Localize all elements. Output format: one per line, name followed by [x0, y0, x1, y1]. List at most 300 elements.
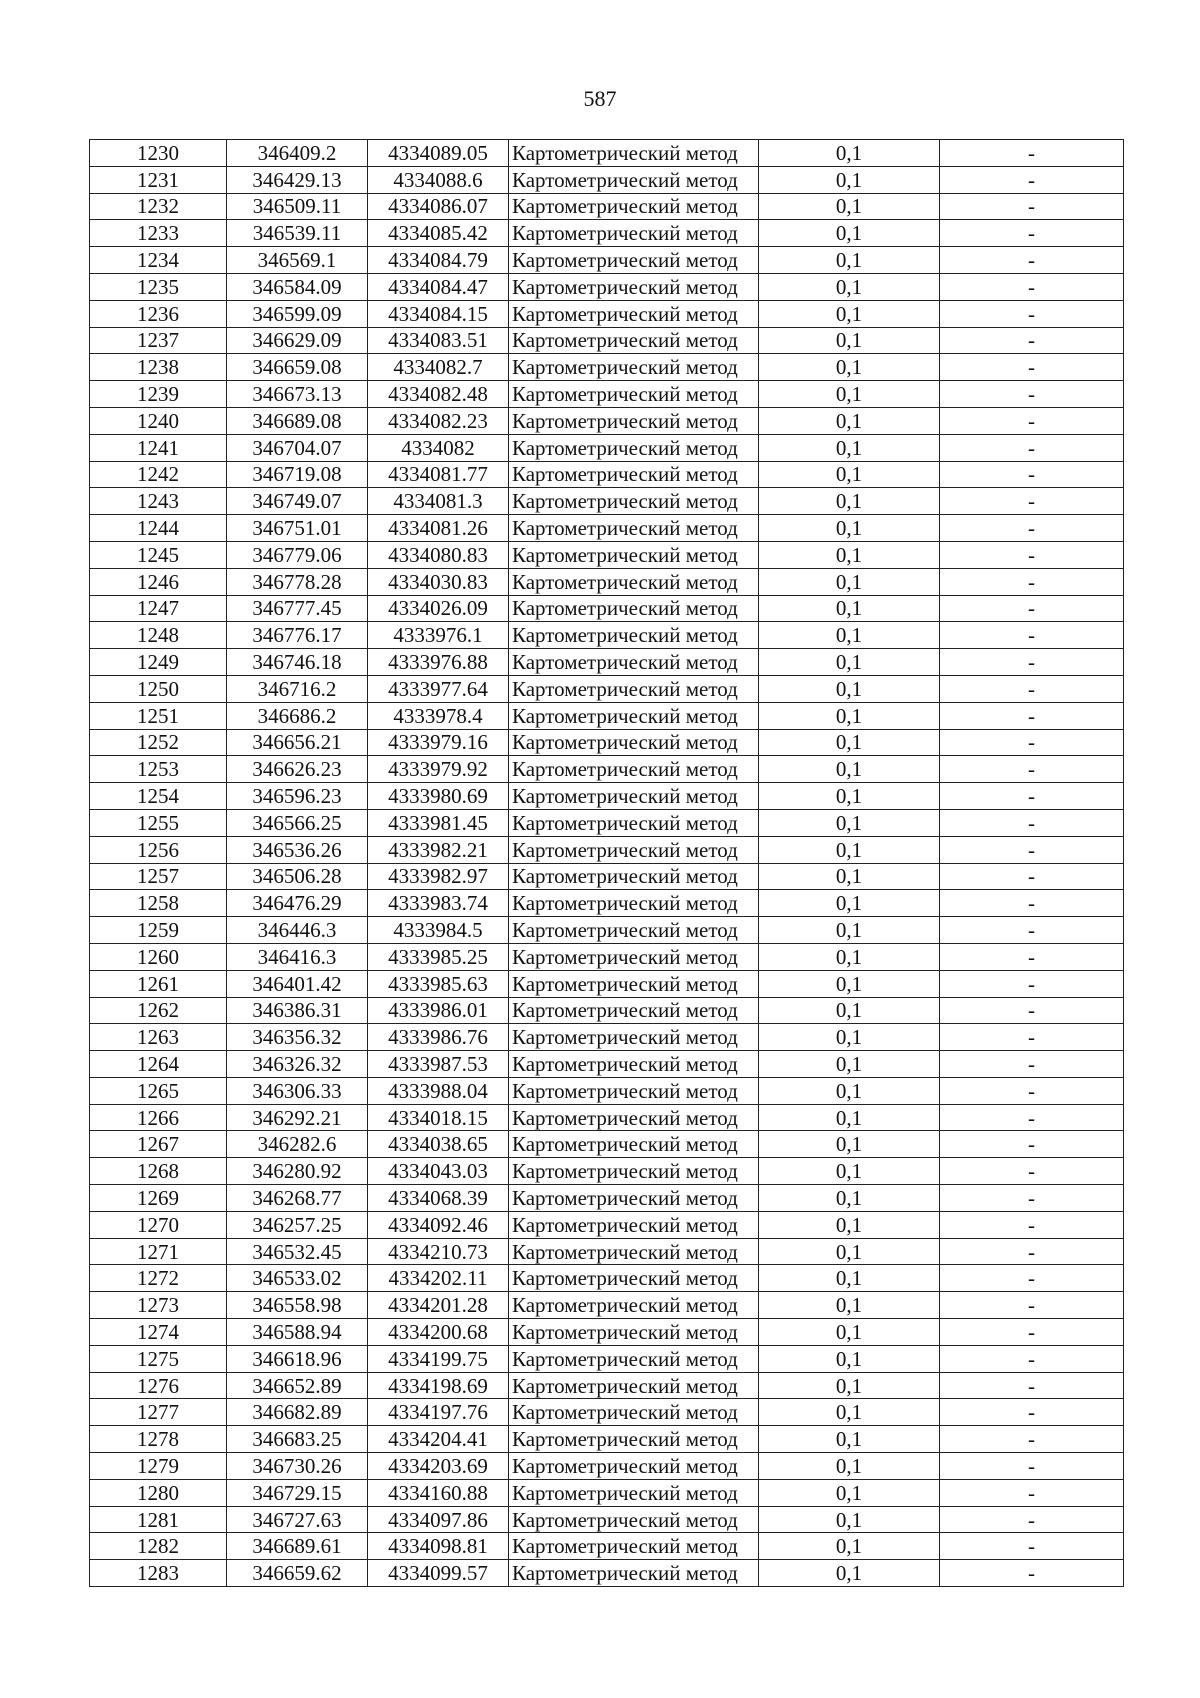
- table-row: [90, 1131, 1124, 1158]
- x-coordinate-cell: 346686.2: [227, 702, 368, 729]
- accuracy-cell: 0,1: [759, 354, 940, 381]
- y-coordinate-cell: 4334068.39: [368, 1185, 509, 1212]
- table-row: [90, 1533, 1124, 1560]
- note-cell: -: [940, 461, 1124, 488]
- x-coordinate-cell: 346356.32: [227, 1024, 368, 1051]
- method-cell: Картометрический метод: [509, 568, 759, 595]
- point-number-cell: 1262: [90, 997, 227, 1024]
- note-cell: -: [940, 943, 1124, 970]
- point-number-cell: 1253: [90, 756, 227, 783]
- method-cell: Картометрический метод: [509, 434, 759, 461]
- y-coordinate-cell: 4334084.15: [368, 300, 509, 327]
- point-number-cell: 1259: [90, 917, 227, 944]
- accuracy-cell: 0,1: [759, 273, 940, 300]
- accuracy-cell: 0,1: [759, 220, 940, 247]
- y-coordinate-cell: 4333981.45: [368, 809, 509, 836]
- table-row: [90, 381, 1124, 408]
- method-cell: Картометрический метод: [509, 863, 759, 890]
- y-coordinate-cell: 4334088.6: [368, 166, 509, 193]
- point-number-cell: 1247: [90, 595, 227, 622]
- note-cell: -: [940, 1560, 1124, 1587]
- method-cell: Картометрический метод: [509, 140, 759, 167]
- x-coordinate-cell: 346533.02: [227, 1265, 368, 1292]
- y-coordinate-cell: 4334080.83: [368, 541, 509, 568]
- point-number-cell: 1249: [90, 649, 227, 676]
- accuracy-cell: 0,1: [759, 1372, 940, 1399]
- table-row: [90, 1453, 1124, 1480]
- table-row: [90, 890, 1124, 917]
- point-number-cell: 1278: [90, 1426, 227, 1453]
- point-number-cell: 1276: [90, 1372, 227, 1399]
- method-cell: Картометрический метод: [509, 756, 759, 783]
- point-number-cell: 1251: [90, 702, 227, 729]
- x-coordinate-cell: 346652.89: [227, 1372, 368, 1399]
- y-coordinate-cell: 4333979.92: [368, 756, 509, 783]
- note-cell: -: [940, 702, 1124, 729]
- x-coordinate-cell: 346446.3: [227, 917, 368, 944]
- table-row: [90, 1292, 1124, 1319]
- table-row: [90, 247, 1124, 274]
- y-coordinate-cell: 4334082.23: [368, 407, 509, 434]
- table-row: [90, 515, 1124, 542]
- x-coordinate-cell: 346682.89: [227, 1399, 368, 1426]
- point-number-cell: 1258: [90, 890, 227, 917]
- table-row: [90, 595, 1124, 622]
- point-number-cell: 1264: [90, 1051, 227, 1078]
- note-cell: -: [940, 863, 1124, 890]
- accuracy-cell: 0,1: [759, 166, 940, 193]
- note-cell: -: [940, 649, 1124, 676]
- note-cell: -: [940, 729, 1124, 756]
- y-coordinate-cell: 4334089.05: [368, 140, 509, 167]
- accuracy-cell: 0,1: [759, 997, 940, 1024]
- x-coordinate-cell: 346776.17: [227, 622, 368, 649]
- method-cell: Картометрический метод: [509, 1104, 759, 1131]
- x-coordinate-cell: 346532.45: [227, 1238, 368, 1265]
- note-cell: -: [940, 488, 1124, 515]
- x-coordinate-cell: 346749.07: [227, 488, 368, 515]
- table-row: [90, 568, 1124, 595]
- note-cell: -: [940, 327, 1124, 354]
- note-cell: -: [940, 541, 1124, 568]
- y-coordinate-cell: 4334097.86: [368, 1506, 509, 1533]
- x-coordinate-cell: 346401.42: [227, 970, 368, 997]
- point-number-cell: 1263: [90, 1024, 227, 1051]
- note-cell: -: [940, 1185, 1124, 1212]
- page-number: 587: [583, 86, 617, 111]
- method-cell: Картометрический метод: [509, 273, 759, 300]
- note-cell: -: [940, 166, 1124, 193]
- y-coordinate-cell: 4333985.25: [368, 943, 509, 970]
- point-number-cell: 1280: [90, 1479, 227, 1506]
- point-number-cell: 1268: [90, 1158, 227, 1185]
- method-cell: Картометрический метод: [509, 1131, 759, 1158]
- x-coordinate-cell: 346306.33: [227, 1077, 368, 1104]
- accuracy-cell: 0,1: [759, 1426, 940, 1453]
- note-cell: -: [940, 1024, 1124, 1051]
- table-row: [90, 1506, 1124, 1533]
- accuracy-cell: 0,1: [759, 1131, 940, 1158]
- point-number-cell: 1235: [90, 273, 227, 300]
- method-cell: Картометрический метод: [509, 809, 759, 836]
- point-number-cell: 1248: [90, 622, 227, 649]
- x-coordinate-cell: 346558.98: [227, 1292, 368, 1319]
- method-cell: Картометрический метод: [509, 166, 759, 193]
- method-cell: Картометрический метод: [509, 1077, 759, 1104]
- note-cell: -: [940, 1238, 1124, 1265]
- y-coordinate-cell: 4334082.48: [368, 381, 509, 408]
- method-cell: Картометрический метод: [509, 1399, 759, 1426]
- method-cell: Картометрический метод: [509, 649, 759, 676]
- coordinates-table: [89, 139, 1124, 1587]
- method-cell: Картометрический метод: [509, 220, 759, 247]
- table-row: [90, 783, 1124, 810]
- note-cell: -: [940, 354, 1124, 381]
- y-coordinate-cell: 4334160.88: [368, 1479, 509, 1506]
- method-cell: Картометрический метод: [509, 327, 759, 354]
- note-cell: -: [940, 1372, 1124, 1399]
- method-cell: Картометрический метод: [509, 1479, 759, 1506]
- accuracy-cell: 0,1: [759, 595, 940, 622]
- y-coordinate-cell: 4334085.42: [368, 220, 509, 247]
- point-number-cell: 1261: [90, 970, 227, 997]
- accuracy-cell: 0,1: [759, 247, 940, 274]
- y-coordinate-cell: 4334199.75: [368, 1345, 509, 1372]
- table-row: [90, 1211, 1124, 1238]
- point-number-cell: 1239: [90, 381, 227, 408]
- x-coordinate-cell: 346599.09: [227, 300, 368, 327]
- method-cell: Картометрический метод: [509, 193, 759, 220]
- accuracy-cell: 0,1: [759, 1024, 940, 1051]
- note-cell: -: [940, 1506, 1124, 1533]
- point-number-cell: 1269: [90, 1185, 227, 1212]
- x-coordinate-cell: 346618.96: [227, 1345, 368, 1372]
- accuracy-cell: 0,1: [759, 407, 940, 434]
- y-coordinate-cell: 4334043.03: [368, 1158, 509, 1185]
- point-number-cell: 1236: [90, 300, 227, 327]
- accuracy-cell: 0,1: [759, 1051, 940, 1078]
- accuracy-cell: 0,1: [759, 1158, 940, 1185]
- note-cell: -: [940, 273, 1124, 300]
- x-coordinate-cell: 346626.23: [227, 756, 368, 783]
- note-cell: -: [940, 1104, 1124, 1131]
- accuracy-cell: 0,1: [759, 1319, 940, 1346]
- table-row: [90, 273, 1124, 300]
- method-cell: Картометрический метод: [509, 541, 759, 568]
- accuracy-cell: 0,1: [759, 675, 940, 702]
- table-row: [90, 1560, 1124, 1587]
- table-row: [90, 220, 1124, 247]
- table-row: [90, 1104, 1124, 1131]
- x-coordinate-cell: 346596.23: [227, 783, 368, 810]
- x-coordinate-cell: 346777.45: [227, 595, 368, 622]
- point-number-cell: 1246: [90, 568, 227, 595]
- accuracy-cell: 0,1: [759, 140, 940, 167]
- note-cell: -: [940, 970, 1124, 997]
- accuracy-cell: 0,1: [759, 1345, 940, 1372]
- note-cell: -: [940, 917, 1124, 944]
- x-coordinate-cell: 346689.61: [227, 1533, 368, 1560]
- y-coordinate-cell: 4334082: [368, 434, 509, 461]
- method-cell: Картометрический метод: [509, 675, 759, 702]
- x-coordinate-cell: 346386.31: [227, 997, 368, 1024]
- accuracy-cell: 0,1: [759, 1479, 940, 1506]
- x-coordinate-cell: 346729.15: [227, 1479, 368, 1506]
- y-coordinate-cell: 4333983.74: [368, 890, 509, 917]
- table-row: [90, 917, 1124, 944]
- accuracy-cell: 0,1: [759, 1104, 940, 1131]
- point-number-cell: 1230: [90, 140, 227, 167]
- table-row: [90, 702, 1124, 729]
- table-row: [90, 300, 1124, 327]
- point-number-cell: 1254: [90, 783, 227, 810]
- accuracy-cell: 0,1: [759, 1185, 940, 1212]
- accuracy-cell: 0,1: [759, 917, 940, 944]
- accuracy-cell: 0,1: [759, 568, 940, 595]
- method-cell: Картометрический метод: [509, 622, 759, 649]
- method-cell: Картометрический метод: [509, 890, 759, 917]
- accuracy-cell: 0,1: [759, 649, 940, 676]
- table-row: [90, 1051, 1124, 1078]
- x-coordinate-cell: 346751.01: [227, 515, 368, 542]
- point-number-cell: 1241: [90, 434, 227, 461]
- y-coordinate-cell: 4333976.88: [368, 649, 509, 676]
- note-cell: -: [940, 515, 1124, 542]
- x-coordinate-cell: 346292.21: [227, 1104, 368, 1131]
- note-cell: -: [940, 622, 1124, 649]
- y-coordinate-cell: 4333986.76: [368, 1024, 509, 1051]
- accuracy-cell: 0,1: [759, 541, 940, 568]
- accuracy-cell: 0,1: [759, 863, 940, 890]
- point-number-cell: 1237: [90, 327, 227, 354]
- accuracy-cell: 0,1: [759, 729, 940, 756]
- point-number-cell: 1282: [90, 1533, 227, 1560]
- note-cell: -: [940, 1399, 1124, 1426]
- accuracy-cell: 0,1: [759, 1265, 940, 1292]
- x-coordinate-cell: 346257.25: [227, 1211, 368, 1238]
- point-number-cell: 1281: [90, 1506, 227, 1533]
- table-row: [90, 140, 1124, 167]
- table-row: [90, 1345, 1124, 1372]
- table-row: [90, 407, 1124, 434]
- x-coordinate-cell: 346588.94: [227, 1319, 368, 1346]
- table-row: [90, 649, 1124, 676]
- accuracy-cell: 0,1: [759, 783, 940, 810]
- note-cell: -: [940, 434, 1124, 461]
- x-coordinate-cell: 346689.08: [227, 407, 368, 434]
- x-coordinate-cell: 346409.2: [227, 140, 368, 167]
- table-row: [90, 1399, 1124, 1426]
- note-cell: -: [940, 675, 1124, 702]
- table-row: [90, 1185, 1124, 1212]
- table-row: [90, 488, 1124, 515]
- table-row: [90, 1372, 1124, 1399]
- point-number-cell: 1270: [90, 1211, 227, 1238]
- y-coordinate-cell: 4333976.1: [368, 622, 509, 649]
- x-coordinate-cell: 346683.25: [227, 1426, 368, 1453]
- method-cell: Картометрический метод: [509, 407, 759, 434]
- method-cell: Картометрический метод: [509, 1265, 759, 1292]
- note-cell: -: [940, 568, 1124, 595]
- table-row: [90, 1077, 1124, 1104]
- method-cell: Картометрический метод: [509, 1211, 759, 1238]
- table-row: [90, 675, 1124, 702]
- point-number-cell: 1244: [90, 515, 227, 542]
- y-coordinate-cell: 4334201.28: [368, 1292, 509, 1319]
- x-coordinate-cell: 346566.25: [227, 809, 368, 836]
- note-cell: -: [940, 783, 1124, 810]
- method-cell: Картометрический метод: [509, 1345, 759, 1372]
- accuracy-cell: 0,1: [759, 488, 940, 515]
- note-cell: -: [940, 407, 1124, 434]
- point-number-cell: 1250: [90, 675, 227, 702]
- y-coordinate-cell: 4334084.79: [368, 247, 509, 274]
- point-number-cell: 1266: [90, 1104, 227, 1131]
- method-cell: Картометрический метод: [509, 1238, 759, 1265]
- point-number-cell: 1256: [90, 836, 227, 863]
- note-cell: -: [940, 300, 1124, 327]
- table-row: [90, 541, 1124, 568]
- y-coordinate-cell: 4334197.76: [368, 1399, 509, 1426]
- y-coordinate-cell: 4334081.3: [368, 488, 509, 515]
- x-coordinate-cell: 346719.08: [227, 461, 368, 488]
- method-cell: Картометрический метод: [509, 1185, 759, 1212]
- method-cell: Картометрический метод: [509, 836, 759, 863]
- note-cell: -: [940, 1131, 1124, 1158]
- note-cell: -: [940, 1533, 1124, 1560]
- accuracy-cell: 0,1: [759, 1211, 940, 1238]
- note-cell: -: [940, 1426, 1124, 1453]
- table-row: [90, 193, 1124, 220]
- x-coordinate-cell: 346673.13: [227, 381, 368, 408]
- x-coordinate-cell: 346584.09: [227, 273, 368, 300]
- accuracy-cell: 0,1: [759, 327, 940, 354]
- method-cell: Картометрический метод: [509, 1319, 759, 1346]
- point-number-cell: 1274: [90, 1319, 227, 1346]
- accuracy-cell: 0,1: [759, 809, 940, 836]
- note-cell: -: [940, 756, 1124, 783]
- table-row: [90, 1319, 1124, 1346]
- y-coordinate-cell: 4333979.16: [368, 729, 509, 756]
- y-coordinate-cell: 4334086.07: [368, 193, 509, 220]
- method-cell: Картометрический метод: [509, 1292, 759, 1319]
- table-row: [90, 1265, 1124, 1292]
- table-row: [90, 166, 1124, 193]
- x-coordinate-cell: 346569.1: [227, 247, 368, 274]
- method-cell: Картометрический метод: [509, 1158, 759, 1185]
- x-coordinate-cell: 346659.62: [227, 1560, 368, 1587]
- note-cell: -: [940, 1453, 1124, 1480]
- note-cell: -: [940, 809, 1124, 836]
- point-number-cell: 1279: [90, 1453, 227, 1480]
- note-cell: -: [940, 1211, 1124, 1238]
- table-row: [90, 1426, 1124, 1453]
- table-row: [90, 354, 1124, 381]
- table-row: [90, 1158, 1124, 1185]
- table-row: [90, 729, 1124, 756]
- note-cell: -: [940, 1077, 1124, 1104]
- accuracy-cell: 0,1: [759, 756, 940, 783]
- x-coordinate-cell: 346778.28: [227, 568, 368, 595]
- x-coordinate-cell: 346506.28: [227, 863, 368, 890]
- x-coordinate-cell: 346416.3: [227, 943, 368, 970]
- table-row: [90, 997, 1124, 1024]
- y-coordinate-cell: 4333982.21: [368, 836, 509, 863]
- x-coordinate-cell: 346476.29: [227, 890, 368, 917]
- y-coordinate-cell: 4333982.97: [368, 863, 509, 890]
- note-cell: -: [940, 1292, 1124, 1319]
- note-cell: -: [940, 1265, 1124, 1292]
- point-number-cell: 1273: [90, 1292, 227, 1319]
- accuracy-cell: 0,1: [759, 300, 940, 327]
- method-cell: Картометрический метод: [509, 1426, 759, 1453]
- table-row: [90, 836, 1124, 863]
- method-cell: Картометрический метод: [509, 1372, 759, 1399]
- note-cell: -: [940, 193, 1124, 220]
- point-number-cell: 1275: [90, 1345, 227, 1372]
- method-cell: Картометрический метод: [509, 247, 759, 274]
- y-coordinate-cell: 4333988.04: [368, 1077, 509, 1104]
- note-cell: -: [940, 381, 1124, 408]
- point-number-cell: 1231: [90, 166, 227, 193]
- point-number-cell: 1257: [90, 863, 227, 890]
- y-coordinate-cell: 4334200.68: [368, 1319, 509, 1346]
- method-cell: Картометрический метод: [509, 702, 759, 729]
- accuracy-cell: 0,1: [759, 193, 940, 220]
- y-coordinate-cell: 4334203.69: [368, 1453, 509, 1480]
- y-coordinate-cell: 4334204.41: [368, 1426, 509, 1453]
- x-coordinate-cell: 346656.21: [227, 729, 368, 756]
- x-coordinate-cell: 346280.92: [227, 1158, 368, 1185]
- coordinates-table-body: [90, 140, 1124, 1587]
- accuracy-cell: 0,1: [759, 836, 940, 863]
- x-coordinate-cell: 346704.07: [227, 434, 368, 461]
- method-cell: Картометрический метод: [509, 917, 759, 944]
- point-number-cell: 1277: [90, 1399, 227, 1426]
- table-row: [90, 809, 1124, 836]
- y-coordinate-cell: 4334084.47: [368, 273, 509, 300]
- x-coordinate-cell: 346659.08: [227, 354, 368, 381]
- method-cell: Картометрический метод: [509, 488, 759, 515]
- method-cell: Картометрический метод: [509, 381, 759, 408]
- accuracy-cell: 0,1: [759, 1560, 940, 1587]
- accuracy-cell: 0,1: [759, 622, 940, 649]
- point-number-cell: 1271: [90, 1238, 227, 1265]
- point-number-cell: 1233: [90, 220, 227, 247]
- method-cell: Картометрический метод: [509, 1560, 759, 1587]
- note-cell: -: [940, 140, 1124, 167]
- accuracy-cell: 0,1: [759, 1077, 940, 1104]
- accuracy-cell: 0,1: [759, 1238, 940, 1265]
- note-cell: -: [940, 220, 1124, 247]
- method-cell: Картометрический метод: [509, 943, 759, 970]
- y-coordinate-cell: 4334030.83: [368, 568, 509, 595]
- table-row: [90, 1238, 1124, 1265]
- note-cell: -: [940, 997, 1124, 1024]
- accuracy-cell: 0,1: [759, 890, 940, 917]
- note-cell: -: [940, 247, 1124, 274]
- note-cell: -: [940, 1051, 1124, 1078]
- x-coordinate-cell: 346539.11: [227, 220, 368, 247]
- y-coordinate-cell: 4334210.73: [368, 1238, 509, 1265]
- x-coordinate-cell: 346536.26: [227, 836, 368, 863]
- method-cell: Картометрический метод: [509, 354, 759, 381]
- x-coordinate-cell: 346509.11: [227, 193, 368, 220]
- y-coordinate-cell: 4334018.15: [368, 1104, 509, 1131]
- method-cell: Картометрический метод: [509, 1533, 759, 1560]
- method-cell: Картометрический метод: [509, 1506, 759, 1533]
- method-cell: Картометрический метод: [509, 997, 759, 1024]
